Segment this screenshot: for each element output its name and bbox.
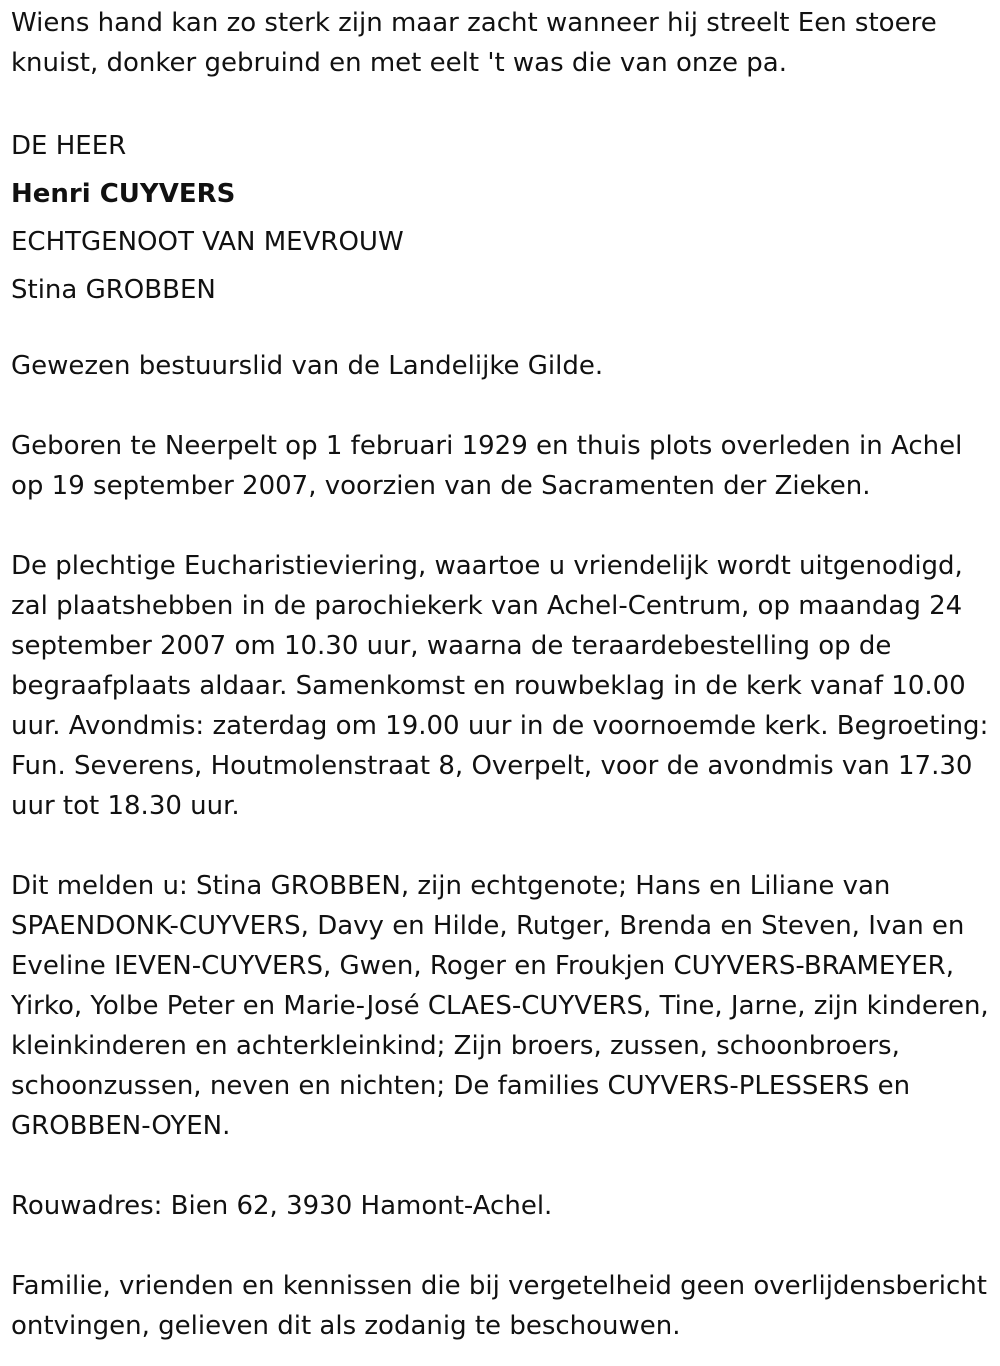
deceased-name: Henri CUYVERS: [11, 179, 236, 209]
announcers-paragraph: Dit melden u: Stina GROBBEN, zijn echtgenote; Hans en Liliane van SPAENDONK-CUYVERS, Davy en Hilde, Rutger, Brenda en Steven, Ivan en Eveline IEVEN-CUYVERS, Gwen, Roger en Froukjen CUYVERS-BRAMEYER, Yirko, Yolbe Peter en Marie-José CLAES-CUYVERS, Tine, Jarne, zijn kinderen, kleinkinderen en achterkleinkind; Zijn broers, zussen, schoonbroers, schoonzussen, neven en nichten; De families CUYVERS-PLESSERS en GROBBEN-OYEN.: [11, 871, 989, 1141]
address-paragraph: Rouwadres: Bien 62, 3930 Hamont-Achel.: [11, 1191, 553, 1221]
spacer: [11, 1146, 990, 1186]
birth-death-paragraph: Geboren te Neerpelt op 1 februari 1929 en thuis plots overleden in Achel op 19 september 2007, voorzien van de Sacramenten der Zieken.: [11, 431, 963, 501]
spacer: [11, 1226, 990, 1266]
spouse-name: Stina GROBBEN: [11, 275, 216, 305]
spacer: [11, 826, 990, 866]
spacer: [11, 506, 990, 546]
spacer: [11, 386, 990, 426]
opening-poem: Wiens hand kan zo sterk zijn maar zacht wanneer hij streelt Een stoere knuist, donker gebruind en met eelt 't was die van onze pa.: [11, 8, 937, 78]
ceremony-paragraph: De plechtige Eucharistieviering, waartoe u vriendelijk wordt uitgenodigd, zal plaatshebben in de parochiekerk van Achel-Centrum, op maandag 24 september 2007 om 10.30 uur, waarna de teraardebestelling op de begraafplaats aldaar. Samenkomst en rouwbeklag in de kerk vanaf 10.00 uur. Avondmis: zaterdag om 19.00 uur in de voornoemde kerk. Begroeting: Fun. Severens, Houtmolenstraat 8, Overpelt, voor de avondmis van 17.30 uur tot 18.30 uur.: [11, 551, 989, 821]
salutation: DE HEER: [11, 131, 127, 161]
spacer: [11, 314, 990, 346]
role-paragraph: Gewezen bestuurslid van de Landelijke Gilde.: [11, 351, 604, 381]
spacer: [11, 83, 990, 122]
spouse-label: ECHTGENOOT VAN MEVROUW: [11, 227, 404, 257]
closing-paragraph: Familie, vrienden en kennissen die bij vergetelheid geen overlijdensbericht ontvingen, gelieven dit als zodanig te beschouwen.: [11, 1271, 987, 1341]
